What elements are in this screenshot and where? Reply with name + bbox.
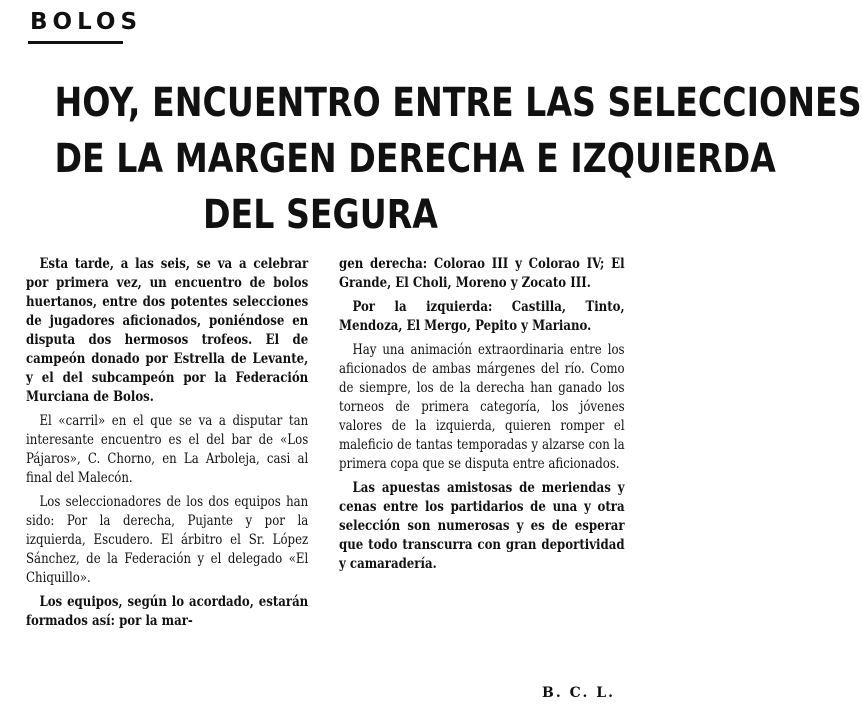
article-paragraph: El «carril» en el que se va a disputar tan interesante encuentro es el del bar de «Los Pájaros», C. Chorno, en La Arboleja, casi al final del Malecón. — [26, 413, 309, 486]
byline-signature: B. C. L. — [542, 685, 615, 701]
headline — [54, 75, 862, 243]
article-paragraph: Los equipos, según lo acordado, estarán formados así: por la mar- — [26, 594, 309, 629]
article-column-left — [26, 255, 308, 636]
article-paragraph: Las apuestas amistosas de meriendas y cenas entre los partidarios de una y otra selección son numerosas y es de esperar que todo transcurra con gran deportividad y camaradería. — [339, 480, 625, 572]
headline-line-2: DE LA MARGEN DERECHA E IZQUIERDA — [54, 136, 776, 182]
headline-line-1: HOY, ENCUENTRO ENTRE LAS SELECCIONES — [54, 80, 862, 126]
article-paragraph: Los seleccionadores de los dos equipos han sido: Por la derecha, Pujante y por la izquierda, Escudero. El árbitro el Sr. López Sánchez, de la Federación y el delegado «El Chiquillo». — [26, 494, 309, 586]
section-tag: BOLOS — [30, 9, 143, 35]
article-paragraph: Por la izquierda: Castilla, Tinto, Mendoza, El Mergo, Pepito y Mariano. — [339, 299, 625, 334]
article-column-right — [339, 255, 625, 579]
section-rule — [28, 41, 123, 44]
headline-line-3: DEL SEGURA — [202, 192, 439, 238]
article-paragraph: Esta tarde, a las seis, se va a celebrar por primera vez, un encuentro de bolos huertanos, entre dos potentes selecciones de jugadores aficionados, poniéndose en disputa dos hermosos trofeos. El de campeón donado por Estrella de Levante, y el del subcampeón por la Federación Murciana de Bolos. — [26, 256, 309, 405]
article-paragraph: gen derecha: Colorao III y Colorao IV; El Grande, El Choli, Moreno y Zocato III. — [339, 256, 625, 291]
article-paragraph: Hay una animación extraordinaria entre los aficionados de ambas márgenes del río. Como de siempre, los de la derecha han ganado los torneos de primera categoría, los jóvenes valores de la izquierda, quieren romper el maleficio de tantas temporadas y alzarse con la primera copa que se disputa entre aficionados. — [339, 342, 625, 472]
